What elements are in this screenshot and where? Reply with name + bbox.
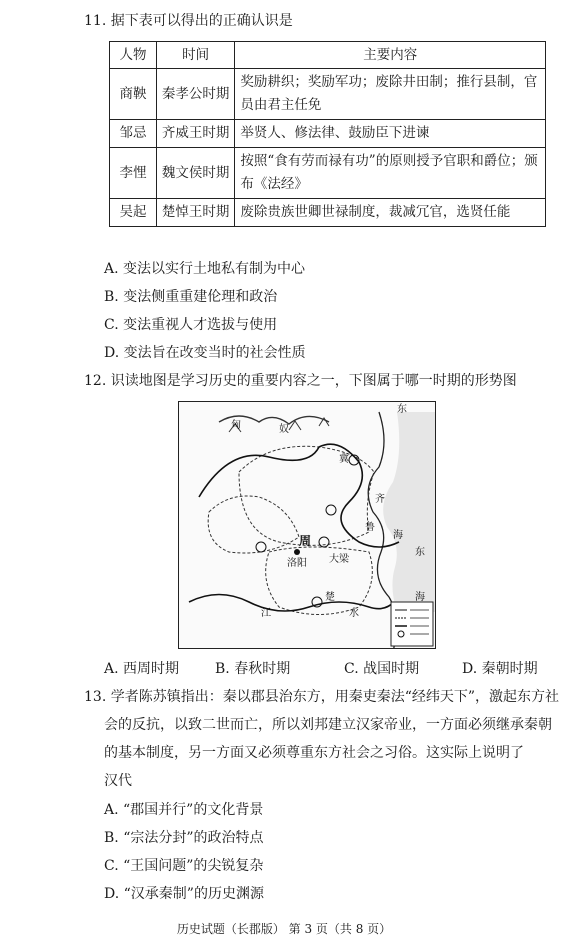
header-person: 人物 — [110, 42, 157, 69]
historical-map — [178, 401, 436, 649]
header-content: 主要内容 — [235, 42, 546, 69]
map-label-shui: 水 — [349, 608, 359, 619]
q11-option-b: B. 变法侧重重建伦理和政治 — [104, 289, 278, 305]
map-label-east-sea-1: 东 — [415, 547, 425, 558]
map-label-east-sea-2: 海 — [415, 592, 425, 603]
q13-line-1: 13. 学者陈苏镇指出：秦以郡县治东方，用秦吏秦法“经纬天下”，激起东方社 — [84, 689, 560, 705]
q11-option-a: A. 变法以实行土地私有制为中心 — [104, 261, 306, 277]
cell-content: 奖励耕织；奖励军功；废除井田制；推行县制，官员由君主任免 — [235, 69, 546, 120]
map-label-jiang: 江 — [261, 608, 271, 619]
q13-option-a: A. “郡国并行”的文化背景 — [104, 802, 264, 818]
header-time: 时间 — [156, 42, 235, 69]
map-label-luoyang: 洛阳 — [287, 558, 307, 569]
cell-time: 秦孝公时期 — [156, 69, 235, 120]
q11-table — [109, 41, 546, 227]
map-drawing — [179, 402, 435, 648]
cell-time: 楚悼王时期 — [156, 199, 235, 227]
map-label-xiongnu-1: 匈 — [231, 420, 241, 431]
cell-content: 废除贵族世卿世禄制度，裁减冗官，选贤任能 — [235, 199, 546, 227]
cell-person: 吴起 — [110, 199, 157, 227]
q12-title: 12. 识读地图是学习历史的重要内容之一，下图属于哪一时期的形势图 — [84, 373, 517, 389]
map-label-east: 东 — [397, 404, 407, 415]
cell-content: 按照“食有劳而禄有功”的原则授予官职和爵位；颁布《法经》 — [235, 148, 546, 199]
table-row — [110, 199, 546, 227]
table-row — [110, 69, 546, 120]
q12-option-b: B. 春秋时期 — [215, 661, 291, 677]
cell-person: 李悝 — [110, 148, 157, 199]
q13-option-d: D. “汉承秦制”的历史渊源 — [104, 886, 264, 902]
map-label-dalian: 大梁 — [329, 554, 349, 565]
map-label-lu: 鲁 — [365, 522, 375, 533]
table-row — [110, 148, 546, 199]
map-label-sea: 海 — [393, 530, 403, 541]
q11-option-c: C. 变法重视人才选拔与使用 — [104, 317, 278, 333]
cell-time: 齐威王时期 — [156, 120, 235, 148]
q13-line-3: 的基本制度，另一方面又必须尊重东方社会之习俗。这实际上说明了 — [104, 745, 524, 761]
q13-line-2: 会的反抗，以致二世而亡，所以刘邦建立汉家帝业，一方面必须继承秦朝 — [104, 717, 552, 733]
q13-option-c: C. “王国问题”的尖锐复杂 — [104, 858, 264, 874]
map-label-qi: 齐 — [375, 494, 385, 505]
map-label-ji: 冀 — [339, 454, 349, 465]
map-label-chu: 楚 — [325, 592, 335, 603]
map-label-xiongnu-2: 奴 — [279, 424, 289, 435]
q13-line-4: 汉代 — [104, 773, 132, 789]
q13-option-b: B. “宗法分封”的政治特点 — [104, 830, 264, 846]
cell-person: 商鞅 — [110, 69, 157, 120]
page-footer: 历史试题（长郡版） 第 3 页（共 8 页） — [176, 922, 392, 936]
q12-option-d: D. 秦朝时期 — [462, 661, 538, 677]
q12-option-a: A. 西周时期 — [104, 661, 180, 677]
map-label-zhou: 周 — [299, 534, 312, 548]
q11-title: 11. 据下表可以得出的正确认识是 — [84, 13, 293, 29]
q12-option-c: C. 战国时期 — [344, 661, 420, 677]
table-header-row — [110, 42, 546, 69]
cell-time: 魏文侯时期 — [156, 148, 235, 199]
table-row — [110, 120, 546, 148]
q11-option-d: D. 变法旨在改变当时的社会性质 — [104, 345, 306, 361]
cell-content: 举贤人、修法律、鼓励臣下进谏 — [235, 120, 546, 148]
cell-person: 邹忌 — [110, 120, 157, 148]
